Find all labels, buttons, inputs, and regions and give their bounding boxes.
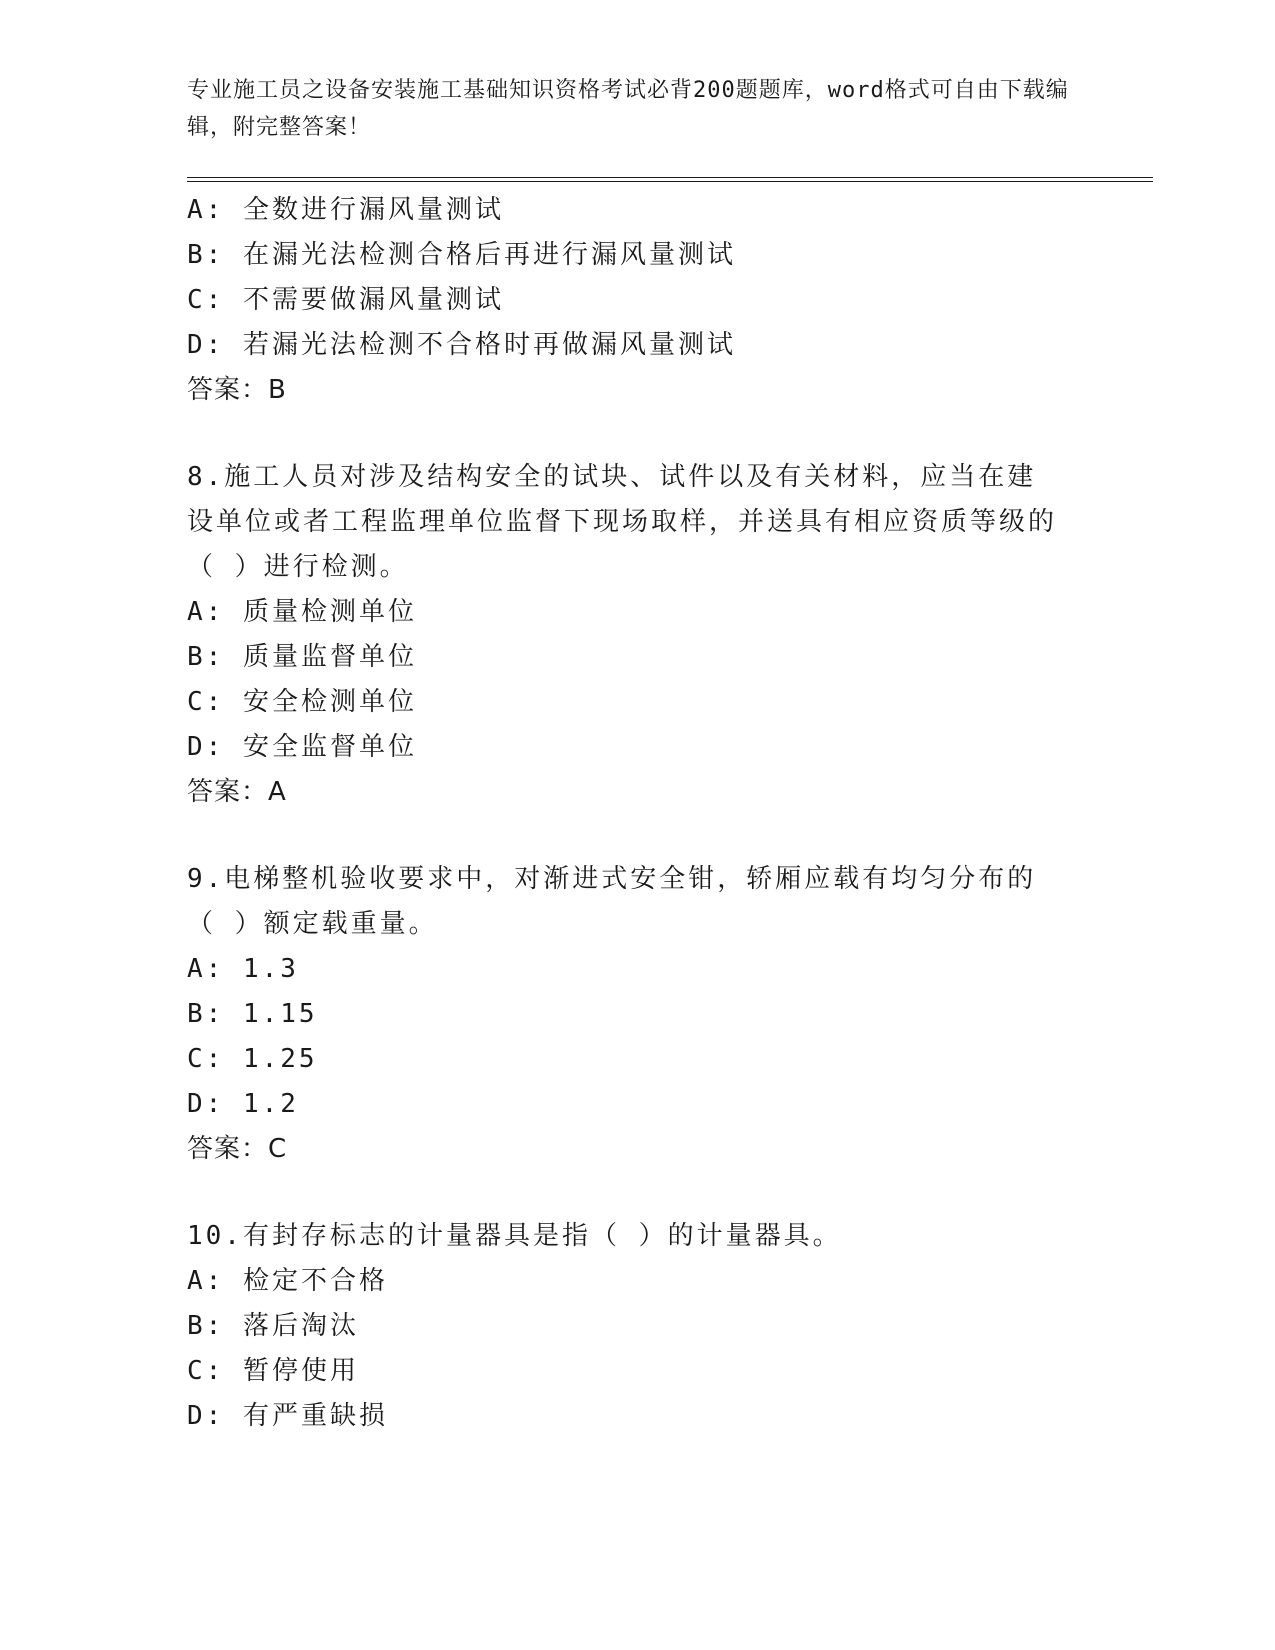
question-stem: 9.电梯整机验收要求中，对渐进式安全钳，轿厢应载有均匀分布的（ ）额定载重量。 (187, 864, 1037, 939)
option-c: C: 1.25 (187, 1044, 318, 1074)
option-d: D: 1.2 (187, 1089, 299, 1119)
option-c: C: 不需要做漏风量测试 (187, 285, 504, 315)
answer: 答案：C (187, 1134, 288, 1164)
question-stem: 10.有封存标志的计量器具是指（ ）的计量器具。 (187, 1221, 842, 1251)
option-c: C: 暂停使用 (187, 1356, 359, 1386)
question-stem: 8.施工人员对涉及结构安全的试块、试件以及有关材料，应当在建设单位或者工程监理单位监督下现场取样，并送具有相应资质等级的（ ）进行检测。 (187, 462, 1058, 582)
answer: 答案：A (187, 777, 287, 807)
question-10 (187, 1214, 1057, 1439)
option-a: A: 质量检测单位 (187, 597, 417, 627)
header-divider-bottom (187, 181, 1153, 182)
question-list (187, 188, 1057, 1439)
option-d: D: 有严重缺损 (187, 1401, 388, 1431)
option-d: D: 安全监督单位 (187, 732, 417, 762)
option-a: A: 1.3 (187, 954, 299, 984)
question-7-continued (187, 188, 1057, 413)
option-b: B: 落后淘汰 (187, 1311, 359, 1341)
document-header: 专业施工员之设备安装施工基础知识资格考试必背200题题库，word格式可自由下载编辑，附完整答案！ (187, 78, 1069, 140)
option-b: B: 在漏光法检测合格后再进行漏风量测试 (187, 240, 736, 270)
question-8 (187, 455, 1057, 815)
option-a: A: 检定不合格 (187, 1266, 388, 1296)
option-b: B: 1.15 (187, 999, 318, 1029)
header-divider-top (187, 177, 1153, 178)
option-c: C: 安全检测单位 (187, 687, 417, 717)
option-d: D: 若漏光法检测不合格时再做漏风量测试 (187, 330, 736, 360)
option-b: B: 质量监督单位 (187, 642, 417, 672)
question-9 (187, 857, 1057, 1172)
answer: 答案：B (187, 375, 287, 405)
option-a: A: 全数进行漏风量测试 (187, 195, 504, 225)
